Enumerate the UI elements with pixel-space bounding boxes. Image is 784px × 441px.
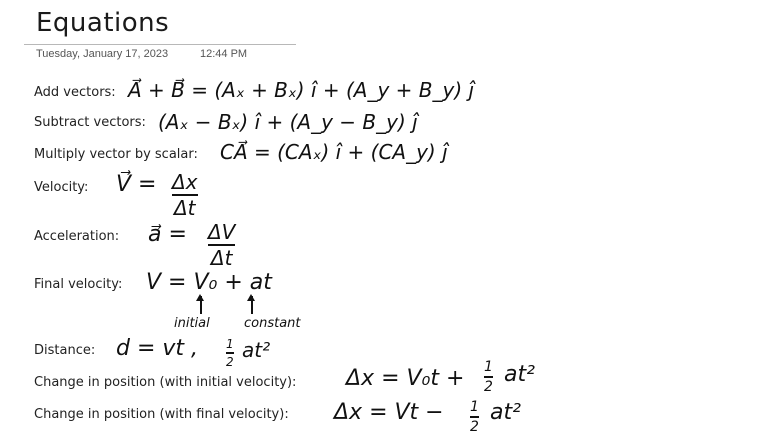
label-final-velocity: Final velocity: (34, 277, 123, 292)
fraction-bar (470, 416, 479, 418)
fraction-numerator: 1 (226, 337, 234, 351)
label-acceleration: Acceleration: (34, 229, 120, 244)
acceleration-denominator: Δt (210, 245, 233, 270)
fraction-numerator: 1 (470, 399, 479, 415)
equation-distance: d = vt , (116, 336, 199, 361)
page-time: 12:44 PM (200, 48, 248, 60)
label-velocity: Velocity: (34, 180, 89, 195)
distance-tail: at² (242, 338, 271, 362)
equation-multiply-scalar: CA⃗ = (CAₓ) î + (CA_y) ĵ (220, 140, 448, 164)
velocity-numerator: Δx (172, 170, 198, 194)
label-distance: Distance: (34, 343, 96, 358)
velocity-denominator: Δt (174, 195, 196, 220)
label-subtract-vectors: Subtract vectors: (34, 115, 146, 130)
equation-final-velocity: V = V₀ + at (146, 270, 272, 295)
acceleration-numerator: ΔV (208, 220, 236, 244)
equation-change-initial: Δx = V₀t + (346, 366, 465, 391)
fraction-bar (226, 352, 234, 354)
note-initial: initial (174, 316, 210, 331)
arrow-up-icon (200, 296, 202, 314)
label-multiply-scalar: Multiply vector by scalar: (34, 147, 198, 162)
change-initial-tail: at² (504, 362, 535, 387)
page-date: Tuesday, January 17, 2023 (36, 48, 169, 60)
change-final-half-fraction (470, 400, 479, 434)
distance-half-fraction (226, 338, 234, 368)
velocity-lhs: V⃗ = (116, 172, 157, 197)
title-divider (24, 44, 296, 45)
equation-subtract-vectors: (Aₓ − Bₓ) î + (A_y − B_y) ĵ (158, 110, 418, 134)
page-title[interactable]: Equations (36, 8, 170, 38)
label-add-vectors: Add vectors: (34, 85, 116, 100)
fraction-denominator: 2 (484, 378, 493, 395)
label-change-final: Change in position (with final velocity): (34, 407, 289, 422)
fraction-numerator: 1 (484, 359, 493, 375)
label-change-initial: Change in position (with initial velocity): (34, 375, 297, 390)
fraction-denominator: 2 (470, 418, 479, 435)
note-constant: constant (244, 316, 301, 331)
equation-change-final: Δx = Vt − (334, 400, 444, 425)
acceleration-lhs: a⃗ = (148, 222, 187, 247)
arrow-up-icon (251, 296, 253, 314)
fraction-bar (484, 376, 493, 378)
change-initial-half-fraction (484, 360, 493, 394)
change-final-tail: at² (490, 400, 521, 425)
velocity-fraction (172, 172, 198, 218)
acceleration-fraction (208, 222, 235, 268)
equation-add-vectors: A⃗ + B⃗ = (Aₓ + Bₓ) î + (A_y + B_y) ĵ (128, 78, 475, 102)
fraction-denominator: 2 (226, 354, 234, 369)
